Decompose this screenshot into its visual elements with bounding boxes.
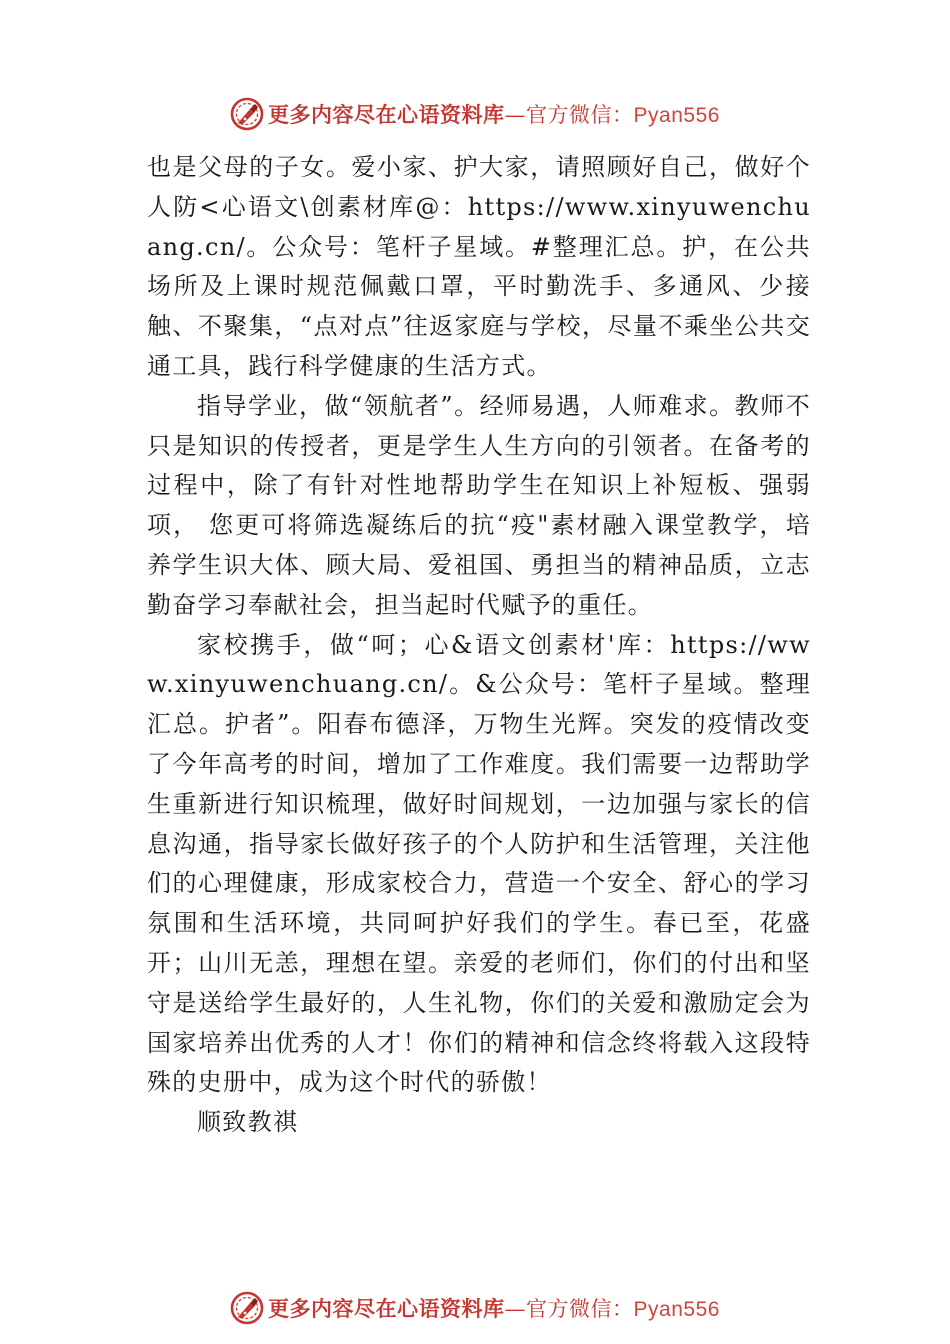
pen-nib-logo-icon [230,97,264,131]
banner-label: 官方微信： [526,1297,634,1321]
banner-label: 官方微信： [526,103,634,127]
banner-account: Pyan556 [633,1298,720,1321]
footer-banner [0,1286,950,1330]
pen-nib-logo-icon [230,1291,264,1325]
banner-bold-text: 更多内容尽在心语资料库 [268,102,505,127]
banner-account: Pyan556 [633,104,720,127]
document-body [147,148,811,1143]
banner-dash: — [504,103,527,127]
footer-banner-text [268,1293,720,1323]
banner-dash: — [504,1297,527,1321]
header-banner [0,92,950,136]
banner-bold-text: 更多内容尽在心语资料库 [268,1296,505,1321]
closing-salutation: 顺致教祺 [197,1108,299,1137]
header-banner-text [268,99,720,129]
paragraph-3: 家校携手，做“呵；心&语文创素材'库：https://www.xinyuwenchuang.cn/。&公众号：笔杆子星域。整理汇总。护者”。阳春布德泽，万物生光辉。突发的疫情改变了今年高考的时间，增加了工作难度。我们需要一边帮助学生重新进行知识梳理，做好时间规划，一边加强与家长的信息沟通，指导家长做好孩子的个人防护和生活管理，关注他们的心理健康，形成家校合力，营造一个安全、舒心的学习氛围和生活环境，共同呵护好我们的学生。春已至，花盛开；山川无恙，理想在望。亲爱的老师们，你们的付出和坚守是送给学生最好的，人生礼物，你们的关爱和激励定会为国家培养出优秀的人才！你们的精神和信念终将载入这段特殊的史册中，成为这个时代的骄傲！ [147,630,811,1097]
paragraph-2: 指导学业，做“领航者”。经师易遇，人师难求。教师不只是知识的传授者，更是学生人生方向的引领者。在备考的过程中，除了有针对性地帮助学生在知识上补短板、强弱项， 您更可将筛选凝练后的抗“疫"素材融入课堂教学，培养学生识大体、顾大局、爱祖国、勇担当的精神品质，立志勤奋学习奉献社会，担当起时代赋予的重任。 [147,391,811,619]
paragraph-1: 也是父母的子女。爱小家、护大家，请照顾好自己，做好个人防<心语文\创素材库@：https://www.xinyuwenchuang.cn/。公众号：笔杆子星域。#整理汇总。护，在公共场所及上课时规范佩戴口罩，平时勤洗手、多通风、少接触、不聚集，“点对点”往返家庭与学校，尽量不乘坐公共交通工具，践行科学健康的生活方式。 [147,153,811,380]
